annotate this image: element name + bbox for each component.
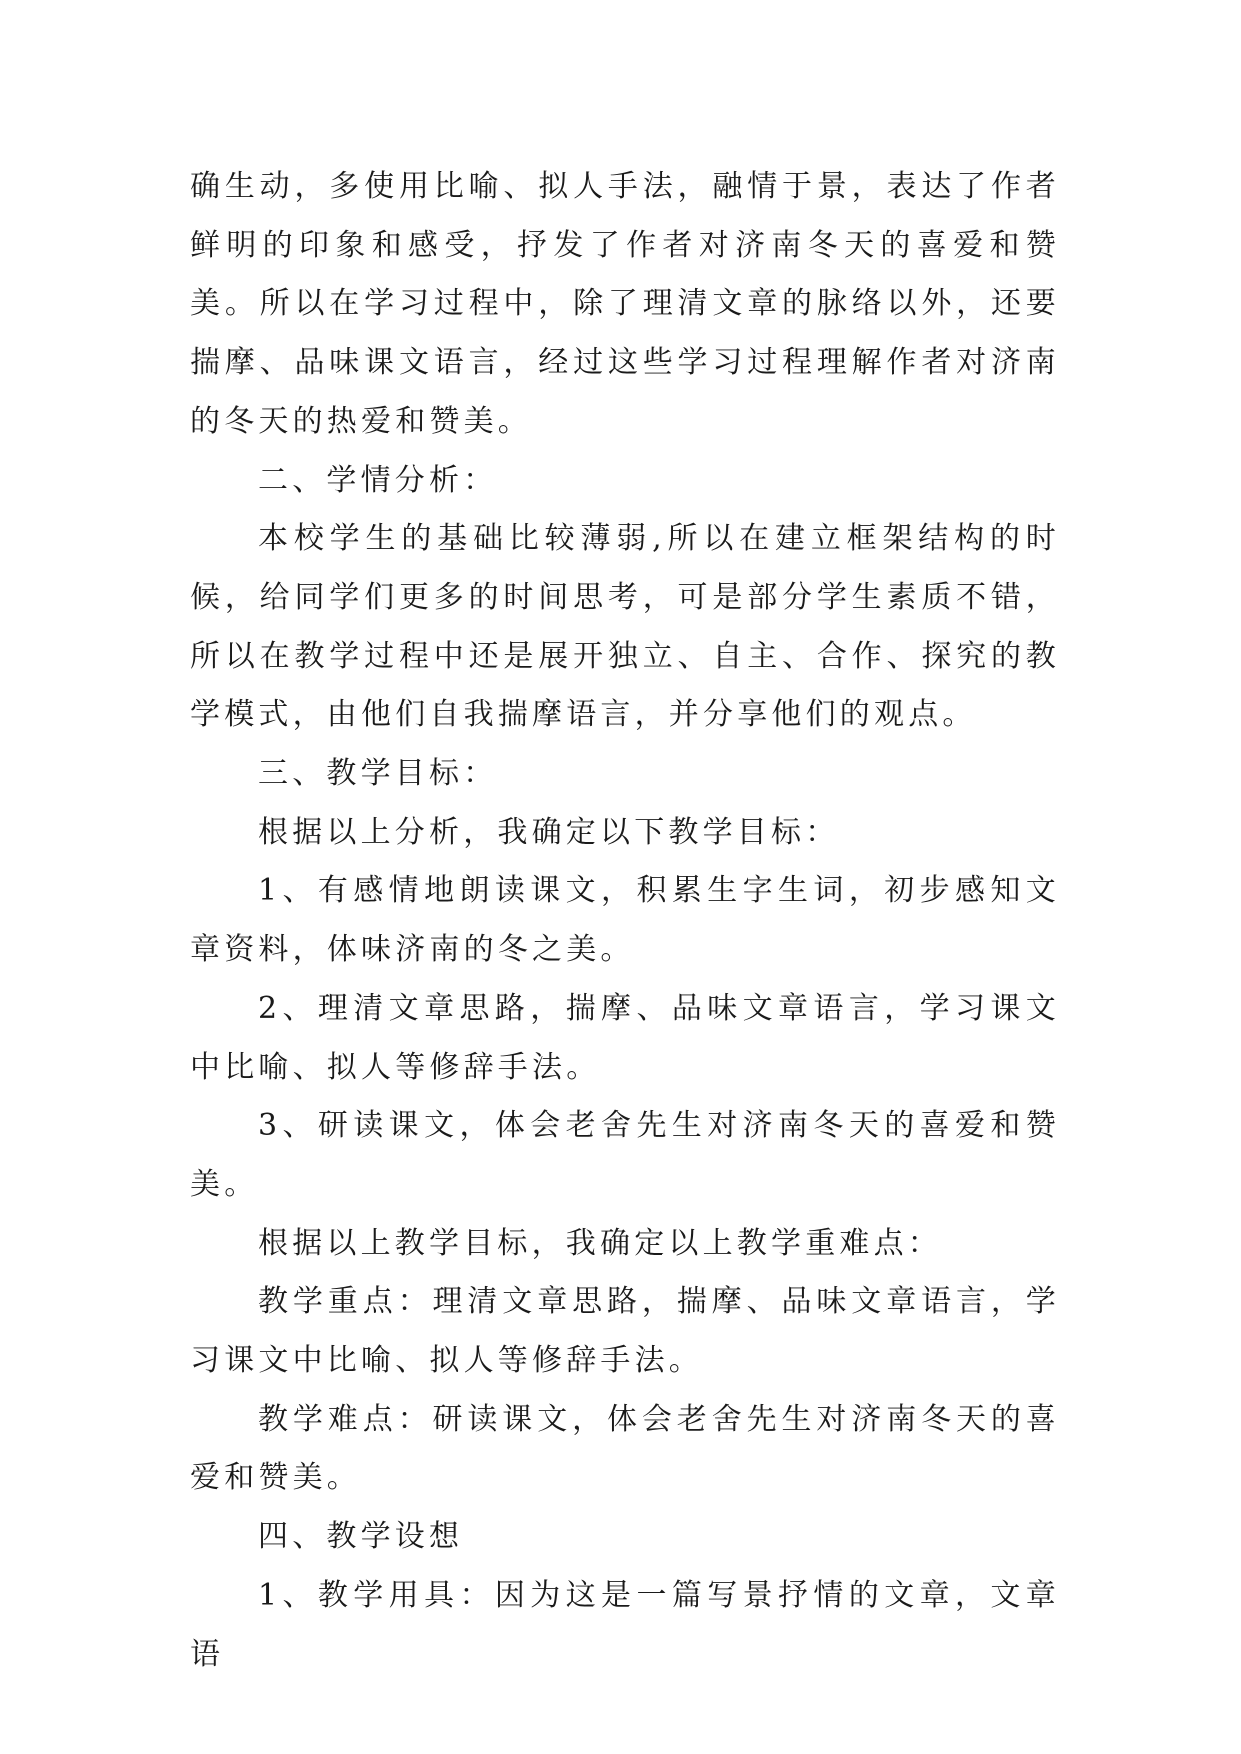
goal-item-2: 2、理清文章思路，揣摩、品味文章语言，学习课文中比喻、拟人等修辞手法。 [190, 990, 1060, 1085]
goal-item-3: 3、研读课文，体会老舍先生对济南冬天的喜爱和赞美。 [190, 1108, 1060, 1202]
paragraph-teaching-tools: 1、教学用具：因为这是一篇写景抒情的文章，文章语 [190, 1577, 1060, 1672]
paragraph-key-point: 教学重点：理清文章思路，揣摩、品味文章语言，学习课文中比喻、拟人等修辞手法。 [190, 1284, 1060, 1379]
paragraph-difficult-point: 教学难点：研读课文，体会老舍先生对济南冬天的喜爱和赞美。 [190, 1401, 1060, 1496]
heading-teaching-goals: 三、教学目标： [258, 756, 498, 792]
heading-teaching-plan: 四、教学设想 [258, 1519, 464, 1555]
document-body [190, 158, 1060, 1684]
paragraph-goals-intro: 根据以上分析，我确定以下教学目标： [258, 814, 840, 850]
paragraph-intro-continued: 确生动，多使用比喻、拟人手法，融情于景，表达了作者鲜明的印象和感受，抒发了作者对济南冬天的喜爱和赞美。所以在学习过程中，除了理清文章的脉络以外，还要揣摩、品味课文语言，经过这些学习过程理解作者对济南的冬天的热爱和赞美。 [190, 169, 1060, 439]
heading-student-analysis: 二、学情分析： [258, 462, 498, 498]
paragraph-student-analysis: 本校学生的基础比较薄弱,所以在建立框架结构的时候，给同学们更多的时间思考，可是部分学生素质不错，所以在教学过程中还是展开独立、自主、合作、探究的教学模式，由他们自我揣摩语言，并分享他们的观点。 [190, 521, 1060, 733]
goal-item-1: 1、有感情地朗读课文，积累生字生词，初步感知文章资料，体味济南的冬之美。 [190, 873, 1060, 968]
paragraph-key-points-intro: 根据以上教学目标，我确定以上教学重难点： [258, 1225, 942, 1261]
